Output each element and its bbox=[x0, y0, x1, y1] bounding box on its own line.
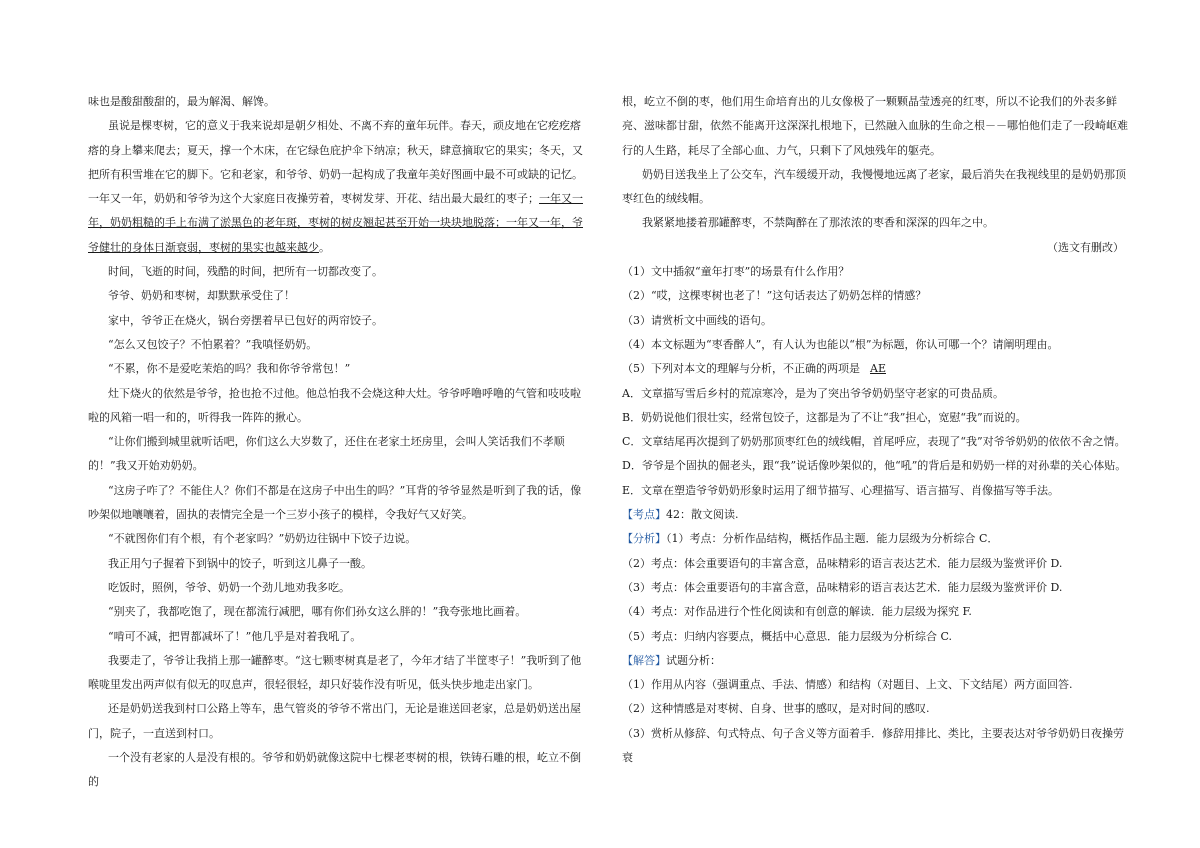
answer-item: （3）赏析从修辞、句式特点、句子含义等方面着手．修辞用排比、类比，主要表达对爷爷奶奶日夜操劳衰 bbox=[622, 726, 1124, 765]
paragraph: “怎么又包饺子？不怕累着？”我嗔怪奶奶。 bbox=[108, 337, 318, 351]
paragraph: 时间，飞逝的时间，残酷的时间，把所有一切都改变了。 bbox=[108, 265, 383, 279]
paragraph: 还是奶奶送我到村口公路上等车，患气管炎的爷爷不常出门，无论是谁送回老家，总是奶奶送出屋门，院子，一直送到村口。 bbox=[88, 702, 581, 740]
jieda-text: 试题分析： bbox=[666, 653, 721, 667]
source-note: （选文有删改） bbox=[1047, 240, 1124, 254]
fenxi-item: （5）考点：归纳内容要点，概括中心意思．能力层级为分析综合 C. bbox=[622, 629, 953, 643]
answer-item: （2）这种情感是对枣树、自身、世事的感叹，是对时间的感叹. bbox=[622, 702, 930, 716]
question-5-text: （5）下列对本文的理解与分析，不正确的两项是 bbox=[622, 362, 860, 376]
paragraph: “不就图你们有个根，有个老家吗？”奶奶边往锅中下饺子边说。 bbox=[108, 532, 417, 546]
paragraph: 根，屹立不倒的枣，他们用生命培育出的儿女像极了一颗颗晶莹透亮的红枣，所以不论我们的外表多鲜亮、滋味都甘甜，依然不能离开这深深扎根地下，已然融入血脉的生命之根－－哪怕他们走了一段崎岖难行的人生路，耗尽了全部心血、力气，只剩下了风烛残年的躯壳。 bbox=[622, 95, 1128, 157]
kaodian-tag: 【考点】 bbox=[622, 508, 666, 522]
option-e: E．文章在塑造爷爷奶奶形象时运用了细节描写、心理描写、语言描写、肖像描写等手法。 bbox=[622, 483, 1060, 497]
fenxi-item: （4）考点：对作品进行个性化阅读和有创意的解读．能力层级为探究 F. bbox=[622, 605, 972, 619]
answer-blank: AE bbox=[870, 362, 886, 376]
paragraph: 我要走了，爷爷让我捎上那一罐醉枣。“这七颗枣树真是老了，今年才结了半筐枣子！”我听到了他喉咙里发出两声似有似无的叹息声，很轻很轻，却只好装作没有听见，低头快步地走出家门。 bbox=[88, 653, 582, 692]
paragraph: 吃饭时，照例，爷爷、奶奶一个劲儿地劝我多吃。 bbox=[108, 580, 350, 594]
paragraph: 味也是酸甜酸甜的，最为解渴、解馋。 bbox=[88, 95, 275, 108]
paragraph: 一个没有老家的人是没有根的。爷爷和奶奶就像这院中七棵老枣树的根，铁铸石雕的根，屹立不倒的 bbox=[88, 751, 581, 789]
question-5 bbox=[622, 357, 1128, 381]
fenxi-line bbox=[622, 527, 1128, 551]
fenxi-tag: 【分析】 bbox=[622, 532, 666, 546]
option-c: C．文章结尾再次提到了奶奶那顶枣红色的绒线帽，首尾呼应，表现了“我”对爷爷奶奶的依依不舍之情。 bbox=[622, 435, 1126, 449]
option-b: B．奶奶说他们很壮实，经常包饺子，这都是为了不让“我”担心，宽慰“我”而说的。 bbox=[622, 410, 1027, 424]
kaodian-line bbox=[622, 503, 1128, 527]
question-4: （4）本文标题为“枣香醉人”，有人认为也能以“根”为标题，你认可哪一个？请阐明理由。 bbox=[622, 337, 1059, 351]
question-1: （1）文中插叙“童年打枣”的场景有什么作用？ bbox=[622, 265, 850, 279]
right-column bbox=[622, 90, 1128, 770]
paragraph: 奶奶目送我坐上了公交车，汽车缓缓开动，我慢慢地远离了老家，最后消失在我视线里的是奶奶那顶枣红色的绒线帽。 bbox=[622, 167, 1126, 206]
fenxi-text: （1）考点：分析作品结构，概括作品主题．能力层级为分析综合 C． bbox=[666, 532, 999, 546]
paragraph: 爷爷、奶奶和枣树，却默默承受住了！ bbox=[108, 289, 295, 303]
paragraph: “啃可不减，把胃都减坏了！”他几乎是对着我吼了。 bbox=[108, 629, 362, 643]
paragraph-jujube-childhood bbox=[88, 114, 588, 260]
question-3: （3）请赏析文中画线的语句。 bbox=[622, 313, 772, 327]
paragraph: “让你们搬到城里就听话吧，你们这么大岁数了，还住在老家土坯房里，会叫人笑话我们不孝顺的！”我又开始劝奶奶。 bbox=[88, 435, 565, 473]
paragraph: “不累，你不是爱吃茉焰的吗？我和你爷爷常包！” bbox=[108, 362, 351, 376]
jieda-tag: 【解答】 bbox=[622, 653, 666, 667]
left-column bbox=[88, 90, 588, 795]
paragraph-text: 虽说是棵枣树，它的意义于我来说却是朝夕相处、不离不弃的童年玩伴。春天，顽皮地在它疙疙瘩瘩的身上攀来爬去；夏天，撑一个木床，在它绿色庇护伞下纳凉；秋天，肆意摘取它的果实；冬天，又把所有积雪堆在它的脚下。它和老家，和爷爷、奶奶一起构成了我童年美好图画中最不可或缺的记忆。 一年又一年，奶奶和爷爷为这个大家庭日夜操劳着，枣树发芽、开花、结出最大最红的枣子； bbox=[88, 119, 583, 206]
paragraph-text: 。 bbox=[319, 240, 330, 254]
fenxi-item: （2）考点：体会重要语句的丰富含意，品味精彩的语言表达艺术．能力层级为鉴赏评价 D. bbox=[622, 556, 1063, 570]
kaodian-text: 42：散文阅读. bbox=[666, 508, 739, 522]
paragraph: “别夹了，我都吃饱了，现在都流行减肥，哪有你们孙女这么胖的！”我夸张地比画着。 bbox=[108, 605, 527, 619]
option-a: A．文章描写雪后乡村的荒凉寒冷，是为了突出爷爷奶奶坚守老家的可贵品质。 bbox=[622, 386, 1004, 400]
fenxi-item: （3）考点：体会重要语句的丰富含意，品味精彩的语言表达艺术．能力层级为鉴赏评价 D. bbox=[622, 580, 1063, 594]
paragraph: “这房子咋了？不能住人？你们不都是在这房子中出生的吗？”耳背的爷爷显然是听到了我的话，像吵架似地嚷嚷着，固执的表情完全是一个三岁小孩子的模样，令我好气又好笑。 bbox=[88, 483, 582, 522]
paragraph: 灶下烧火的依然是爷爷，抢也抢不过他。他总怕我不会烧这种大灶。爷爷呼噜呼噜的气管和吱吱啦啦的风箱一唱一和的，听得我一阵阵的揪心。 bbox=[88, 386, 581, 424]
paragraph: 家中，爷爷正在烧火，锅台旁摆着早已包好的两帘饺子。 bbox=[108, 313, 383, 327]
answer-item: （1）作用从内容（强调重点、手法、情感）和结构（对题目、上文、下文结尾）两方面回答. bbox=[622, 678, 1073, 692]
question-2: （2）“哎，这棵枣树也老了！”这句话表达了奶奶怎样的情感？ bbox=[622, 289, 927, 303]
jieda-line bbox=[622, 649, 1128, 673]
paragraph: 我紧紧地搂着那罐醉枣，不禁陶醉在了那浓浓的枣香和深深的四年之中。 bbox=[642, 216, 994, 230]
underlined-sentence: 一年又一年，奶奶粗糙的手上布满了淤黑色的老年斑，枣树的树皮翘起甚至开始一块块地脱落；一年又一年，爷爷健壮的身体日渐衰弱，枣树的果实也越来越少 bbox=[88, 192, 583, 254]
paragraph: 我正用勺子握着下到锅中的饺子，听到这儿鼻子一酸。 bbox=[108, 556, 372, 570]
option-d: D．爷爷是个固执的倔老头，跟“我”说话像吵架似的，他“吼”的背后是和奶奶一样的对孙辈的关心体贴。 bbox=[622, 459, 1127, 473]
